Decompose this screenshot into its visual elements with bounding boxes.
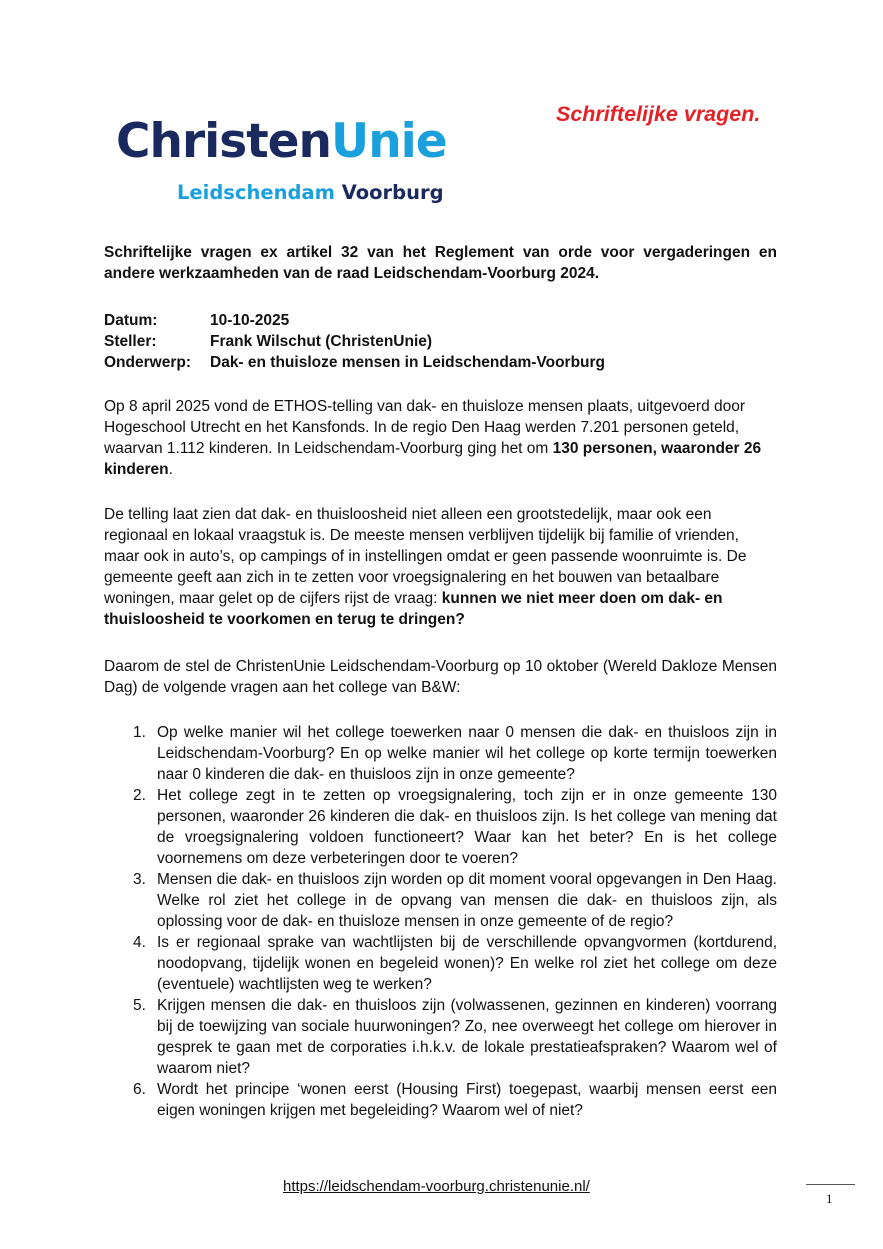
- intro-heading: Schriftelijke vragen ex artikel 32 van het Reglement van orde voor vergaderingen en andere werkzaamheden van de raad Leidschendam-Voorburg 2024.: [104, 244, 777, 282]
- question-number: 2.: [133, 787, 146, 804]
- question-text: Krijgen mensen die dak- en thuisloos zijn (volwassenen, gezinnen en kinderen) voorrang bij de toewijzing van sociale huurwoningen? Zo, nee overweegt het college om hierover in gesprek te gaan met de corporaties i.h.k.v. de lokale prestatieafspraken? Waarom wel of waarom niet?: [157, 997, 777, 1077]
- question-number: 4.: [133, 934, 146, 951]
- question-number: 3.: [133, 871, 146, 888]
- paragraph-telling-text: De telling laat zien dat dak- en thuisloosheid niet alleen een grootstedelijk, maar ook een regionaal en lokaal vraagstuk is. De meeste mensen verblijven tijdelijk bij familie of vrienden, maar ook in auto’s, op campings of in instellingen omdat er geen passende woonruimte is. De gemeente geeft aan zich in te zetten voor vroegsignalering en het bouwen van betaalbare woningen, maar gelet op de cijfers rijst de vraag:: [104, 506, 747, 607]
- meta-author-value: Frank Wilschut (ChristenUnie): [210, 333, 433, 350]
- question-text: Mensen die dak- en thuisloos zijn worden op dit moment vooral opgevangen in Den Haag. Welke rol ziet het college in de opvang van mensen die dak- en thuisloos zijn, als oplossing voor de dak- en thuisloze mensen in onze gemeente of de regio?: [157, 871, 777, 930]
- question-number: 5.: [133, 997, 146, 1014]
- paragraph-ethos-bold: 130 personen, waaronder 26 kinderen: [104, 440, 762, 478]
- meta-subject-value: Dak- en thuisloze mensen in Leidschendam-Voorburg: [210, 354, 606, 371]
- logo-unie: Unie: [331, 114, 447, 169]
- question-item: [104, 1079, 777, 1121]
- paragraph-ethos: [104, 396, 777, 480]
- question-list: [104, 722, 777, 1121]
- question-text: Wordt het principe ‘wonen eerst (Housing First) toegepast, waarbij mensen eerst een eigen woningen krijgen met begeleiding? Waarom wel of niet?: [157, 1081, 777, 1119]
- page-number: 1: [826, 1191, 833, 1206]
- paragraph-ethos-end: .: [168, 461, 173, 478]
- question-item: [104, 932, 777, 995]
- meta-author-label: Steller:: [104, 333, 157, 350]
- question-item: [104, 995, 777, 1079]
- question-item: [104, 722, 777, 785]
- meta-date-label: Datum:: [104, 312, 158, 329]
- footer-url-link[interactable]: https://leidschendam-voorburg.christenunie.nl/: [283, 1178, 590, 1195]
- question-text: Op welke manier wil het college toewerken naar 0 mensen die dak- en thuisloos zijn in Leidschendam-Voorburg? En op welke manier wil het college op korte termijn toewerken naar 0 kinderen die dak- en thuisloos zijn in onze gemeente?: [157, 724, 777, 783]
- question-item: [104, 785, 777, 869]
- paragraph-ethos-text: Op 8 april 2025 vond de ETHOS-telling van dak- en thuisloze mensen plaats, uitgevoerd door Hogeschool Utrecht en het Kansfonds. In de regio Den Haag werden 7.201 personen geteld, waarvan 1.112 kinderen. In Leidschendam-Voorburg ging het om: [104, 398, 746, 457]
- question-text: Is er regionaal sprake van wachtlijsten bij de verschillende opvangvormen (kortdurend, noodopvang, tijdelijk wonen en begeleid wonen)? En welke rol ziet het college om deze (eventuele) wachtlijsten weg te werken?: [157, 934, 777, 993]
- paragraph-daarom: Daarom de stel de ChristenUnie Leidschendam-Voorburg op 10 oktober (Wereld Dakloze Mensen Dag) de volgende vragen aan het college van B&W:: [104, 658, 777, 696]
- logo-sub-voorburg: Voorburg: [341, 181, 444, 204]
- logo-christen: Christen: [116, 114, 332, 169]
- question-text: Het college zegt in te zetten op vroegsignalering, toch zijn er in onze gemeente 130 personen, waaronder 26 kinderen die dak- en thuisloos zijn. Is het college van mening dat de vroegsignalering voldoen functioneert? Waar kan het beter? En is het college voornemens om deze verbeteringen door te voeren?: [157, 787, 777, 867]
- meta-author-row: [104, 331, 605, 352]
- logo-title: [116, 114, 447, 169]
- meta-subject-row: [104, 352, 605, 373]
- meta-subject-label: Onderwerp:: [104, 354, 191, 371]
- question-item: [104, 869, 777, 932]
- meta-block: [104, 310, 605, 373]
- page-number-divider: [806, 1184, 855, 1185]
- meta-date-row: [104, 310, 605, 331]
- logo-subtitle: [177, 183, 444, 203]
- meta-date-value: 10-10-2025: [210, 312, 290, 329]
- paragraph-telling: [104, 504, 777, 630]
- paragraph-telling-bold: kunnen we niet meer doen om dak- en thuisloosheid te voorkomen en terug te dringen?: [104, 590, 723, 628]
- document-type: Schriftelijke vragen.: [556, 102, 761, 126]
- logo-sub-leidschendam: Leidschendam: [177, 181, 335, 204]
- question-number: 1.: [133, 724, 146, 741]
- question-number: 6.: [133, 1081, 146, 1098]
